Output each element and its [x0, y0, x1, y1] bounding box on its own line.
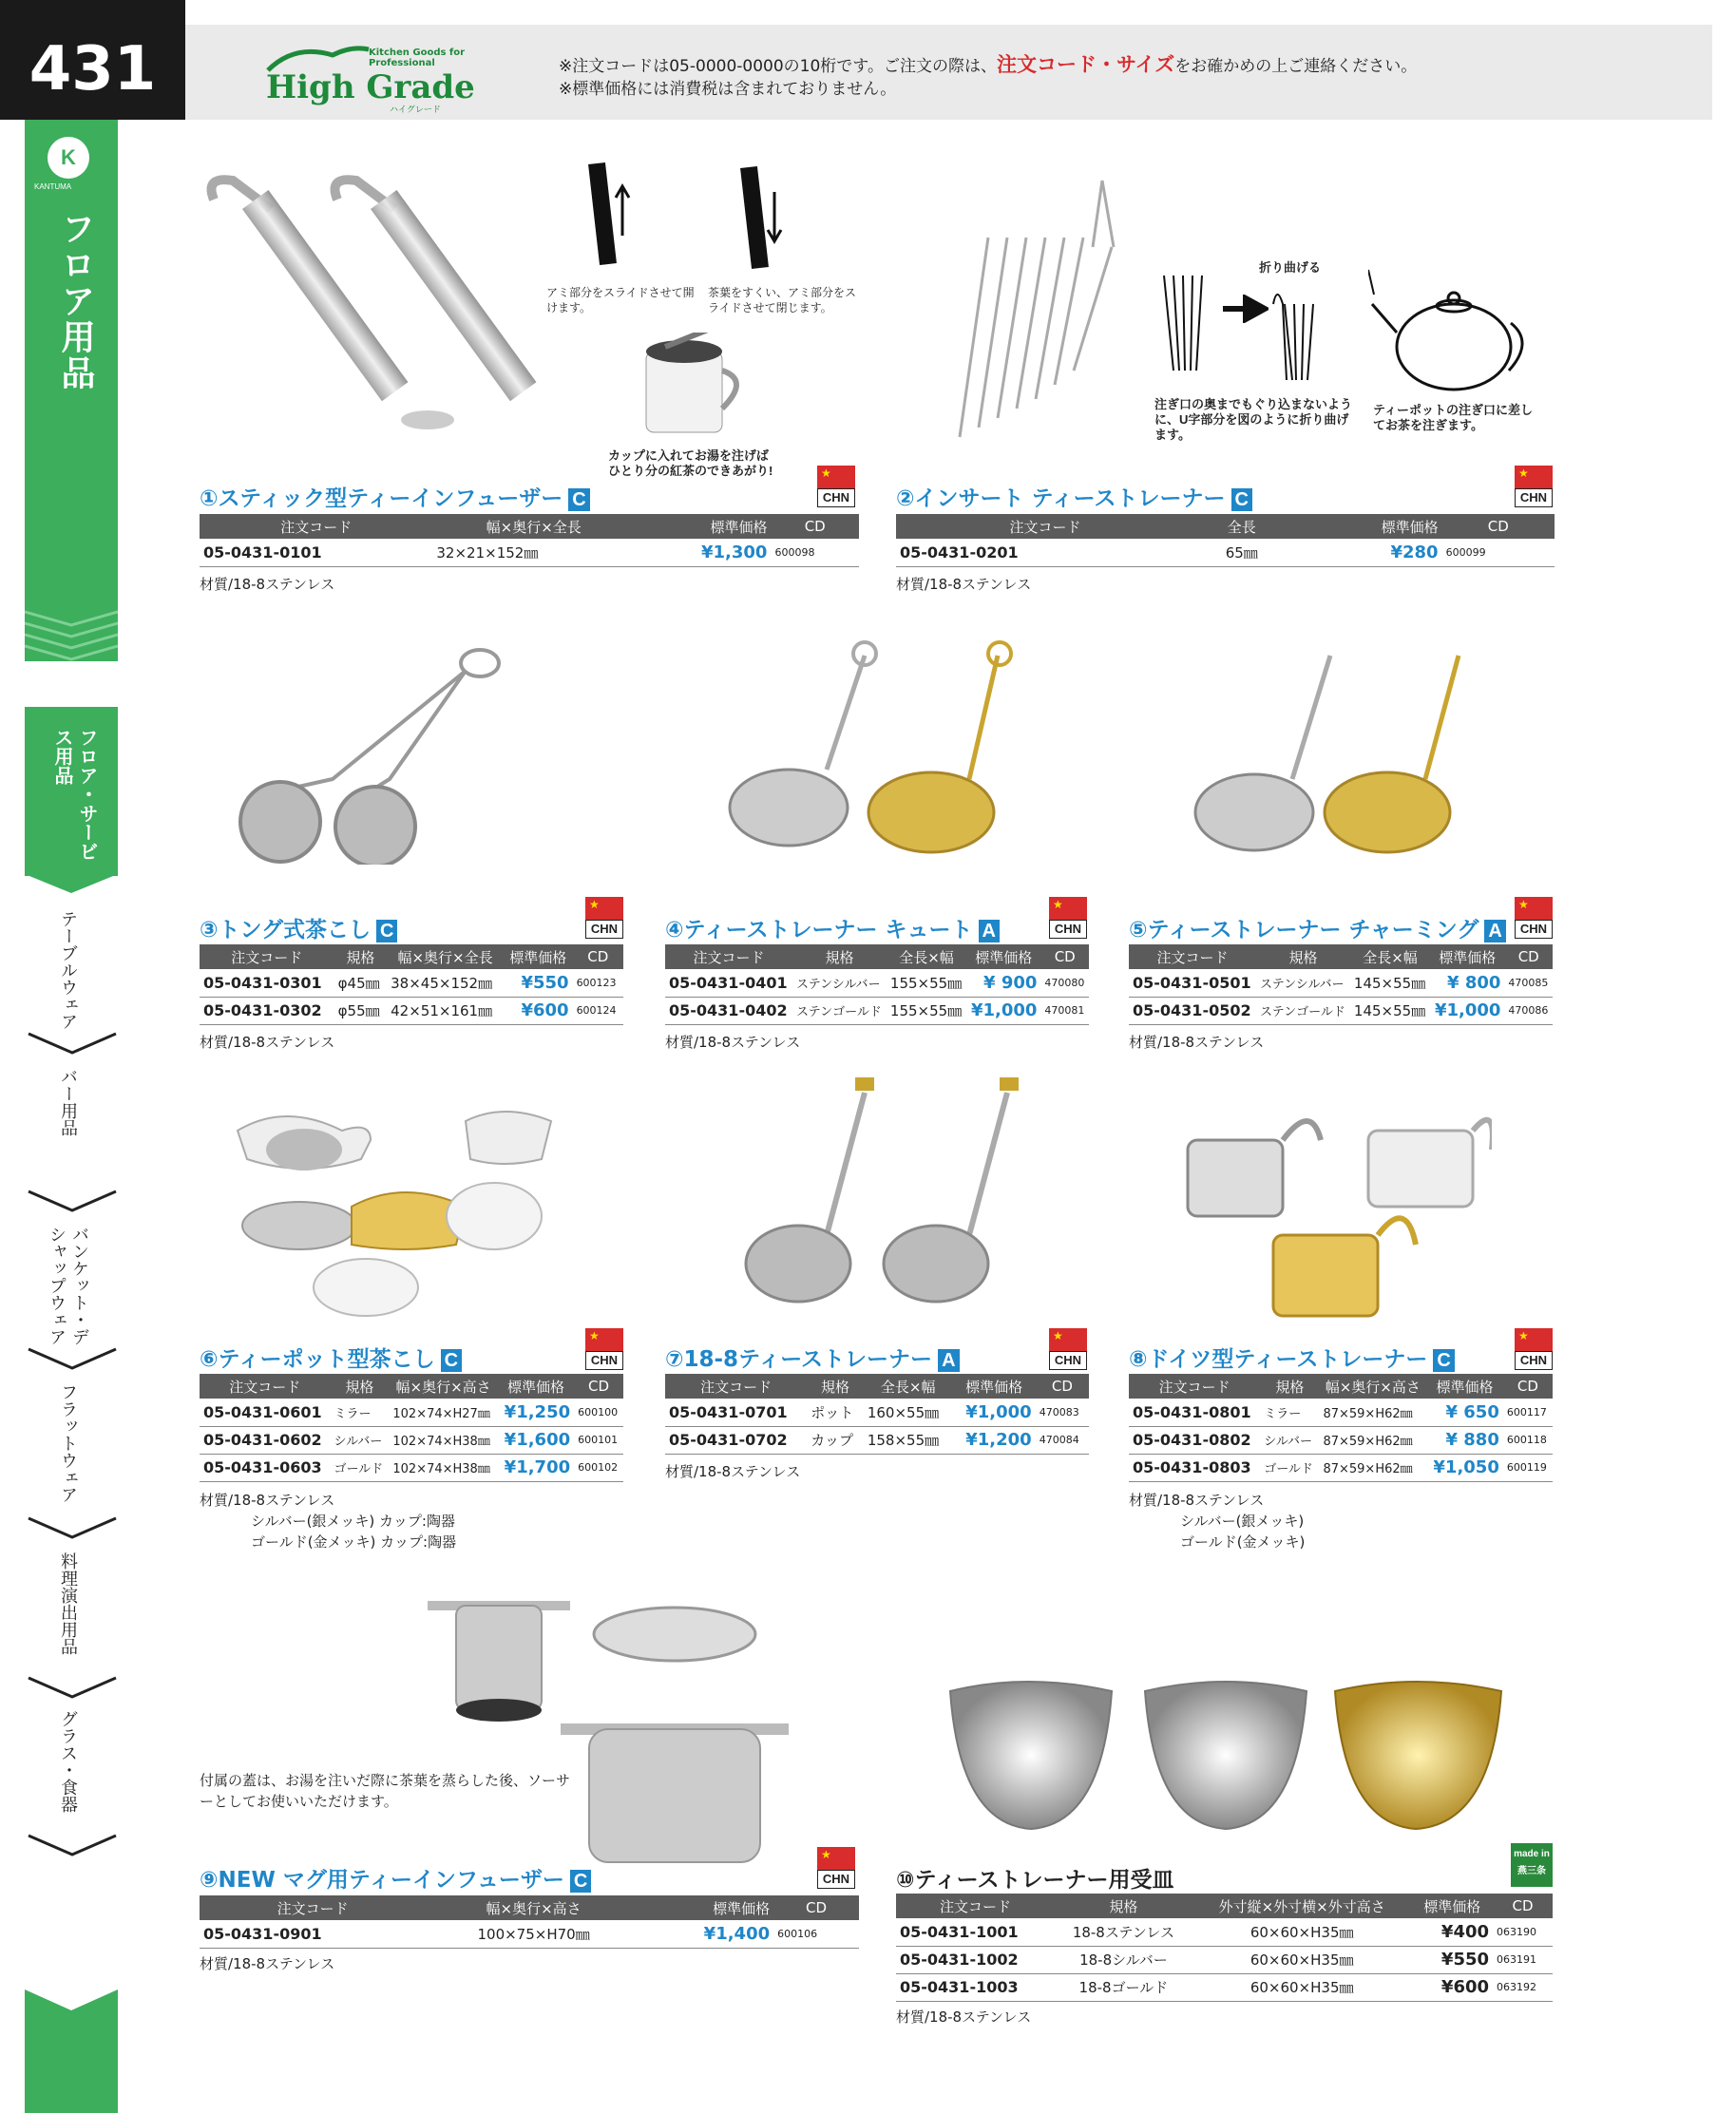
- product-title: ③トング式茶こし C: [200, 912, 397, 943]
- material-text: 材質/18-8ステンレス: [896, 2008, 1032, 2026]
- grade-badge: A: [979, 920, 1000, 942]
- page-number: 431: [0, 0, 185, 120]
- caption-cup: カップに入れてお湯を注げばひとり分の紅茶のできあがり!: [608, 448, 773, 478]
- made-in-tsubamesanjo-badge: made in 燕三条: [1511, 1843, 1553, 1887]
- material-text: 材質/18-8ステンレス: [665, 1463, 801, 1480]
- insert-strainer-image: [950, 171, 1140, 456]
- origin-flag-icon: ★ CHN: [1515, 466, 1553, 507]
- chevron-down-icon: [27, 1516, 118, 1541]
- product-table: 注文コード 規格 全長×幅 標準価格 CD 05-0431-0501 ステンシルバー 145×55㎜ ¥ 800 470085 05-0431-0502 ステンゴールド 145×55㎜ ¥1,000 470086: [1129, 944, 1553, 1025]
- product-title: ⑤ティーストレーナー チャーミング A: [1129, 912, 1506, 943]
- grade-badge: A: [1484, 920, 1505, 942]
- product-title: ①スティック型ティーインフューザー C: [200, 481, 590, 512]
- chevron-down-icon: [27, 1347, 118, 1372]
- bottom-chevron-icon: [25, 1989, 118, 2014]
- sidebar-active-tab[interactable]: フロア・サービス用品: [25, 707, 118, 876]
- caption-lid: 付属の蓋は、お湯を注いだ際に茶葉を蒸らした後、ソーサーとしてお使いいただけます。: [200, 1773, 571, 1810]
- brand-name: High Grade: [266, 68, 475, 106]
- nav-banquet[interactable]: バンケット・デシャップウェア: [48, 1226, 89, 1345]
- product-title: ④ティーストレーナー キュート A: [665, 912, 1000, 943]
- table-row: 05-0431-0602 シルバー 102×74×H38㎜ ¥1,600 600101: [200, 1426, 623, 1454]
- receiving-dish-image: [941, 1672, 1511, 1843]
- order-notice: ※注文コードは05-0000-0000の10桁です。ご注文の際は、注文コード・サイズをお確かめの上ご連絡ください。 ※標準価格には消費税は含まれておりません。: [559, 53, 1418, 99]
- material-text: 材質/18-8ステンレス: [665, 1034, 801, 1051]
- table-row: 05-0431-0301 φ45㎜ 38×45×152㎜ ¥550 600123: [200, 969, 623, 997]
- cute-strainer-image: [722, 637, 1045, 865]
- caption-slide-open: アミ部分をスライドさせて開けます。: [546, 286, 695, 314]
- table-row: 05-0431-0501 ステンシルバー 145×55㎜ ¥ 800 470085: [1129, 969, 1553, 997]
- product-table: 注文コード 規格 幅×奥行×高さ 標準価格 CD 05-0431-0801 ミラー 87×59×H62㎜ ¥ 650 600117 05-0431-0802 シルバー 87×59×H62㎜ ¥ 880 600118 05-0431-0803 ゴールド 87×59×H62㎜ ¥1,050 600119: [1129, 1374, 1553, 1482]
- table-row: 05-0431-1003 18-8ゴールド 60×60×H35㎜ ¥600 063192: [896, 1973, 1553, 2001]
- table-row: 05-0431-0401 ステンシルバー 155×55㎜ ¥ 900 470080: [665, 969, 1089, 997]
- table-row: 05-0431-0201 65㎜ ¥280 600099: [896, 539, 1555, 566]
- sidebar-logo-text: KANTUMA: [34, 182, 72, 191]
- table-row: 05-0431-0801 ミラー 87×59×H62㎜ ¥ 650 600117: [1129, 1399, 1553, 1426]
- brand-kana: ハイグレード: [390, 105, 441, 115]
- table-row: 05-0431-0302 φ55㎜ 42×51×161㎜ ¥600 600124: [200, 997, 623, 1024]
- table-row: 05-0431-1001 18-8ステンレス 60×60×H35㎜ ¥400 063190: [896, 1918, 1553, 1946]
- grade-badge: C: [568, 488, 589, 511]
- brand-logo: [266, 42, 475, 118]
- arrow-right-icon: [1221, 295, 1269, 323]
- caption-slide-close: 茶葉をすくい、アミ部分をスライドさせて閉じます。: [708, 286, 857, 314]
- stick-infuser-image: [195, 171, 594, 437]
- grade-badge: C: [570, 1870, 591, 1893]
- mug-infuser-image: [418, 1577, 798, 1881]
- product-title: ②インサート ティーストレーナー C: [896, 481, 1252, 512]
- material-text: 材質/18-8ステンレス シルバー(銀メッキ) カップ:陶器 ゴールド(金メッキ) カップ:陶器: [200, 1492, 457, 1551]
- kantuma-logo-icon: K: [48, 137, 89, 179]
- product-title: ⑥ティーポット型茶こし C: [200, 1342, 462, 1373]
- origin-flag-icon: ★ CHN: [1049, 897, 1087, 939]
- product-table: 注文コード 規格 外寸縦×外寸横×外寸高さ 標準価格 CD 05-0431-1001 18-8ステンレス 60×60×H35㎜ ¥400 063190 05-0431-1002 18-8シルバー 60×60×H35㎜ ¥550 063191 05-0431-1003 18-8ゴールド 60×60×H35㎜ ¥600 063192: [896, 1894, 1553, 2002]
- product-title: ⑨NEW マグ用ティーインフューザー C: [200, 1862, 591, 1894]
- product-table: 注文コード 規格 幅×奥行×全長 標準価格 CD 05-0431-0301 φ45㎜ 38×45×152㎜ ¥550 600123 05-0431-0302 φ55㎜ 42×51×161㎜ ¥600 600124: [200, 944, 623, 1025]
- product-table: 注文コード 規格 全長×幅 標準価格 CD 05-0431-0401 ステンシルバー 155×55㎜ ¥ 900 470080 05-0431-0402 ステンゴールド 155×55㎜ ¥1,000 470081: [665, 944, 1089, 1025]
- caption-teapot: ティーポットの注ぎ口に差してお茶を注ぎます。: [1373, 403, 1533, 432]
- cup-infuser-image: [637, 333, 760, 437]
- nav-glass[interactable]: グラス・食器: [59, 1710, 78, 1813]
- charming-strainer-image: [1188, 637, 1473, 865]
- table-row: 05-0431-0702 カップ 158×55㎜ ¥1,200 470084: [665, 1426, 1089, 1454]
- product-table: 注文コード 規格 幅×奥行×高さ 標準価格 CD 05-0431-0601 ミラー 102×74×H27㎜ ¥1,250 600100 05-0431-0602 シルバー 102×74×H38㎜ ¥1,600 600101 05-0431-0603 ゴールド 102×74×H38㎜ ¥1,700 600102: [200, 1374, 623, 1482]
- product-table: 注文コード 幅×奥行×高さ 標準価格 CD 05-0431-0901 100×75×H70㎜ ¥1,400 600106: [200, 1895, 859, 1949]
- german-strainer-image: [1178, 1102, 1492, 1330]
- nav-flatware[interactable]: フラットウェア: [59, 1383, 78, 1503]
- chevron-down-icon: [27, 1676, 118, 1701]
- origin-flag-icon: ★ CHN: [585, 897, 623, 939]
- slide-open-diagram: [580, 160, 646, 274]
- active-tab-arrow-icon: [25, 874, 118, 895]
- sidebar-section: [25, 120, 118, 661]
- caption-insert: 注ぎ口の奥までもぐり込まないように、U字部分を図のように折り曲げます。: [1154, 397, 1353, 442]
- grade-badge: C: [1231, 488, 1252, 511]
- chevron-down-icon: [27, 1190, 118, 1214]
- slide-close-diagram: [732, 163, 798, 277]
- caption-fold: 折り曲げる: [1259, 260, 1322, 275]
- table-row: 05-0431-0802 シルバー 87×59×H62㎜ ¥ 880 600118: [1129, 1426, 1553, 1454]
- table-row: 05-0431-0402 ステンゴールド 155×55㎜ ¥1,000 470081: [665, 997, 1089, 1024]
- origin-flag-icon: ★ CHN: [1515, 1328, 1553, 1370]
- material-text: 材質/18-8ステンレス シルバー(銀メッキ) ゴールド(金メッキ): [1129, 1492, 1306, 1551]
- table-row: 05-0431-0603 ゴールド 102×74×H38㎜ ¥1,700 600102: [200, 1454, 623, 1481]
- grade-badge: A: [938, 1349, 959, 1372]
- origin-flag-icon: ★ CHN: [817, 466, 855, 507]
- table-row: 05-0431-0502 ステンゴールド 145×55㎜ ¥1,000 470086: [1129, 997, 1553, 1024]
- brand-sub: Kitchen Goods for Professional: [369, 48, 466, 68]
- tong-strainer-image: [228, 637, 513, 865]
- material-text: 材質/18-8ステンレス: [200, 1034, 335, 1051]
- origin-flag-icon: ★ CHN: [817, 1847, 855, 1889]
- teapot-strainer-image: [228, 1102, 570, 1330]
- table-row: 05-0431-0701 ポット 160×55㎜ ¥1,000 470083: [665, 1399, 1089, 1426]
- sidebar-chevrons-icon: [25, 608, 118, 665]
- table-row: 05-0431-0601 ミラー 102×74×H27㎜ ¥1,250 600100: [200, 1399, 623, 1426]
- origin-flag-icon: ★ CHN: [585, 1328, 623, 1370]
- fold-diagram-1: [1154, 266, 1211, 380]
- grade-badge: C: [1433, 1349, 1454, 1372]
- nav-bar[interactable]: バー用品: [59, 1068, 78, 1136]
- nav-tableware[interactable]: テーブルウェア: [59, 910, 78, 1030]
- product-title: ⑩ティーストレーナー用受皿: [896, 1868, 1174, 1893]
- strainer-18-8-image: [722, 1074, 1045, 1330]
- fold-diagram-2: [1264, 285, 1321, 390]
- product-table: 注文コード 全長 標準価格 CD 05-0431-0201 65㎜ ¥280 600099: [896, 514, 1555, 567]
- teapot-diagram: [1368, 257, 1530, 399]
- grade-badge: C: [441, 1349, 462, 1372]
- chevron-down-icon: [27, 1834, 118, 1858]
- nav-presentation[interactable]: 料理演出用品: [59, 1552, 78, 1655]
- product-table: 注文コード 規格 全長×幅 標準価格 CD 05-0431-0701 ポット 160×55㎜ ¥1,000 470083 05-0431-0702 カップ 158×55㎜ ¥1,200 470084: [665, 1374, 1089, 1455]
- table-row: 05-0431-0901 100×75×H70㎜ ¥1,400 600106: [200, 1920, 859, 1948]
- material-text: 材質/18-8ステンレス: [1129, 1034, 1265, 1051]
- grade-badge: C: [376, 920, 397, 942]
- origin-flag-icon: ★ CHN: [1515, 897, 1553, 939]
- table-row: 05-0431-1002 18-8シルバー 60×60×H35㎜ ¥550 063191: [896, 1946, 1553, 1973]
- material-text: 材質/18-8ステンレス: [200, 576, 335, 593]
- material-text: 材質/18-8ステンレス: [200, 1955, 335, 1972]
- material-text: 材質/18-8ステンレス: [896, 576, 1032, 593]
- product-title: ⑧ドイツ型ティーストレーナー C: [1129, 1342, 1455, 1373]
- table-row: 05-0431-0803 ゴールド 87×59×H62㎜ ¥1,050 600119: [1129, 1454, 1553, 1481]
- product-table: 注文コード 幅×奥行×全長 標準価格 CD 05-0431-0101 32×21×152㎜ ¥1,300 600098: [200, 514, 859, 567]
- table-row: 05-0431-0101 32×21×152㎜ ¥1,300 600098: [200, 539, 859, 566]
- sidebar-section-title: フロア用品: [56, 211, 95, 391]
- origin-flag-icon: ★ CHN: [1049, 1328, 1087, 1370]
- chevron-down-icon: [27, 1032, 118, 1056]
- product-title: ⑦18-8ティーストレーナー A: [665, 1342, 960, 1373]
